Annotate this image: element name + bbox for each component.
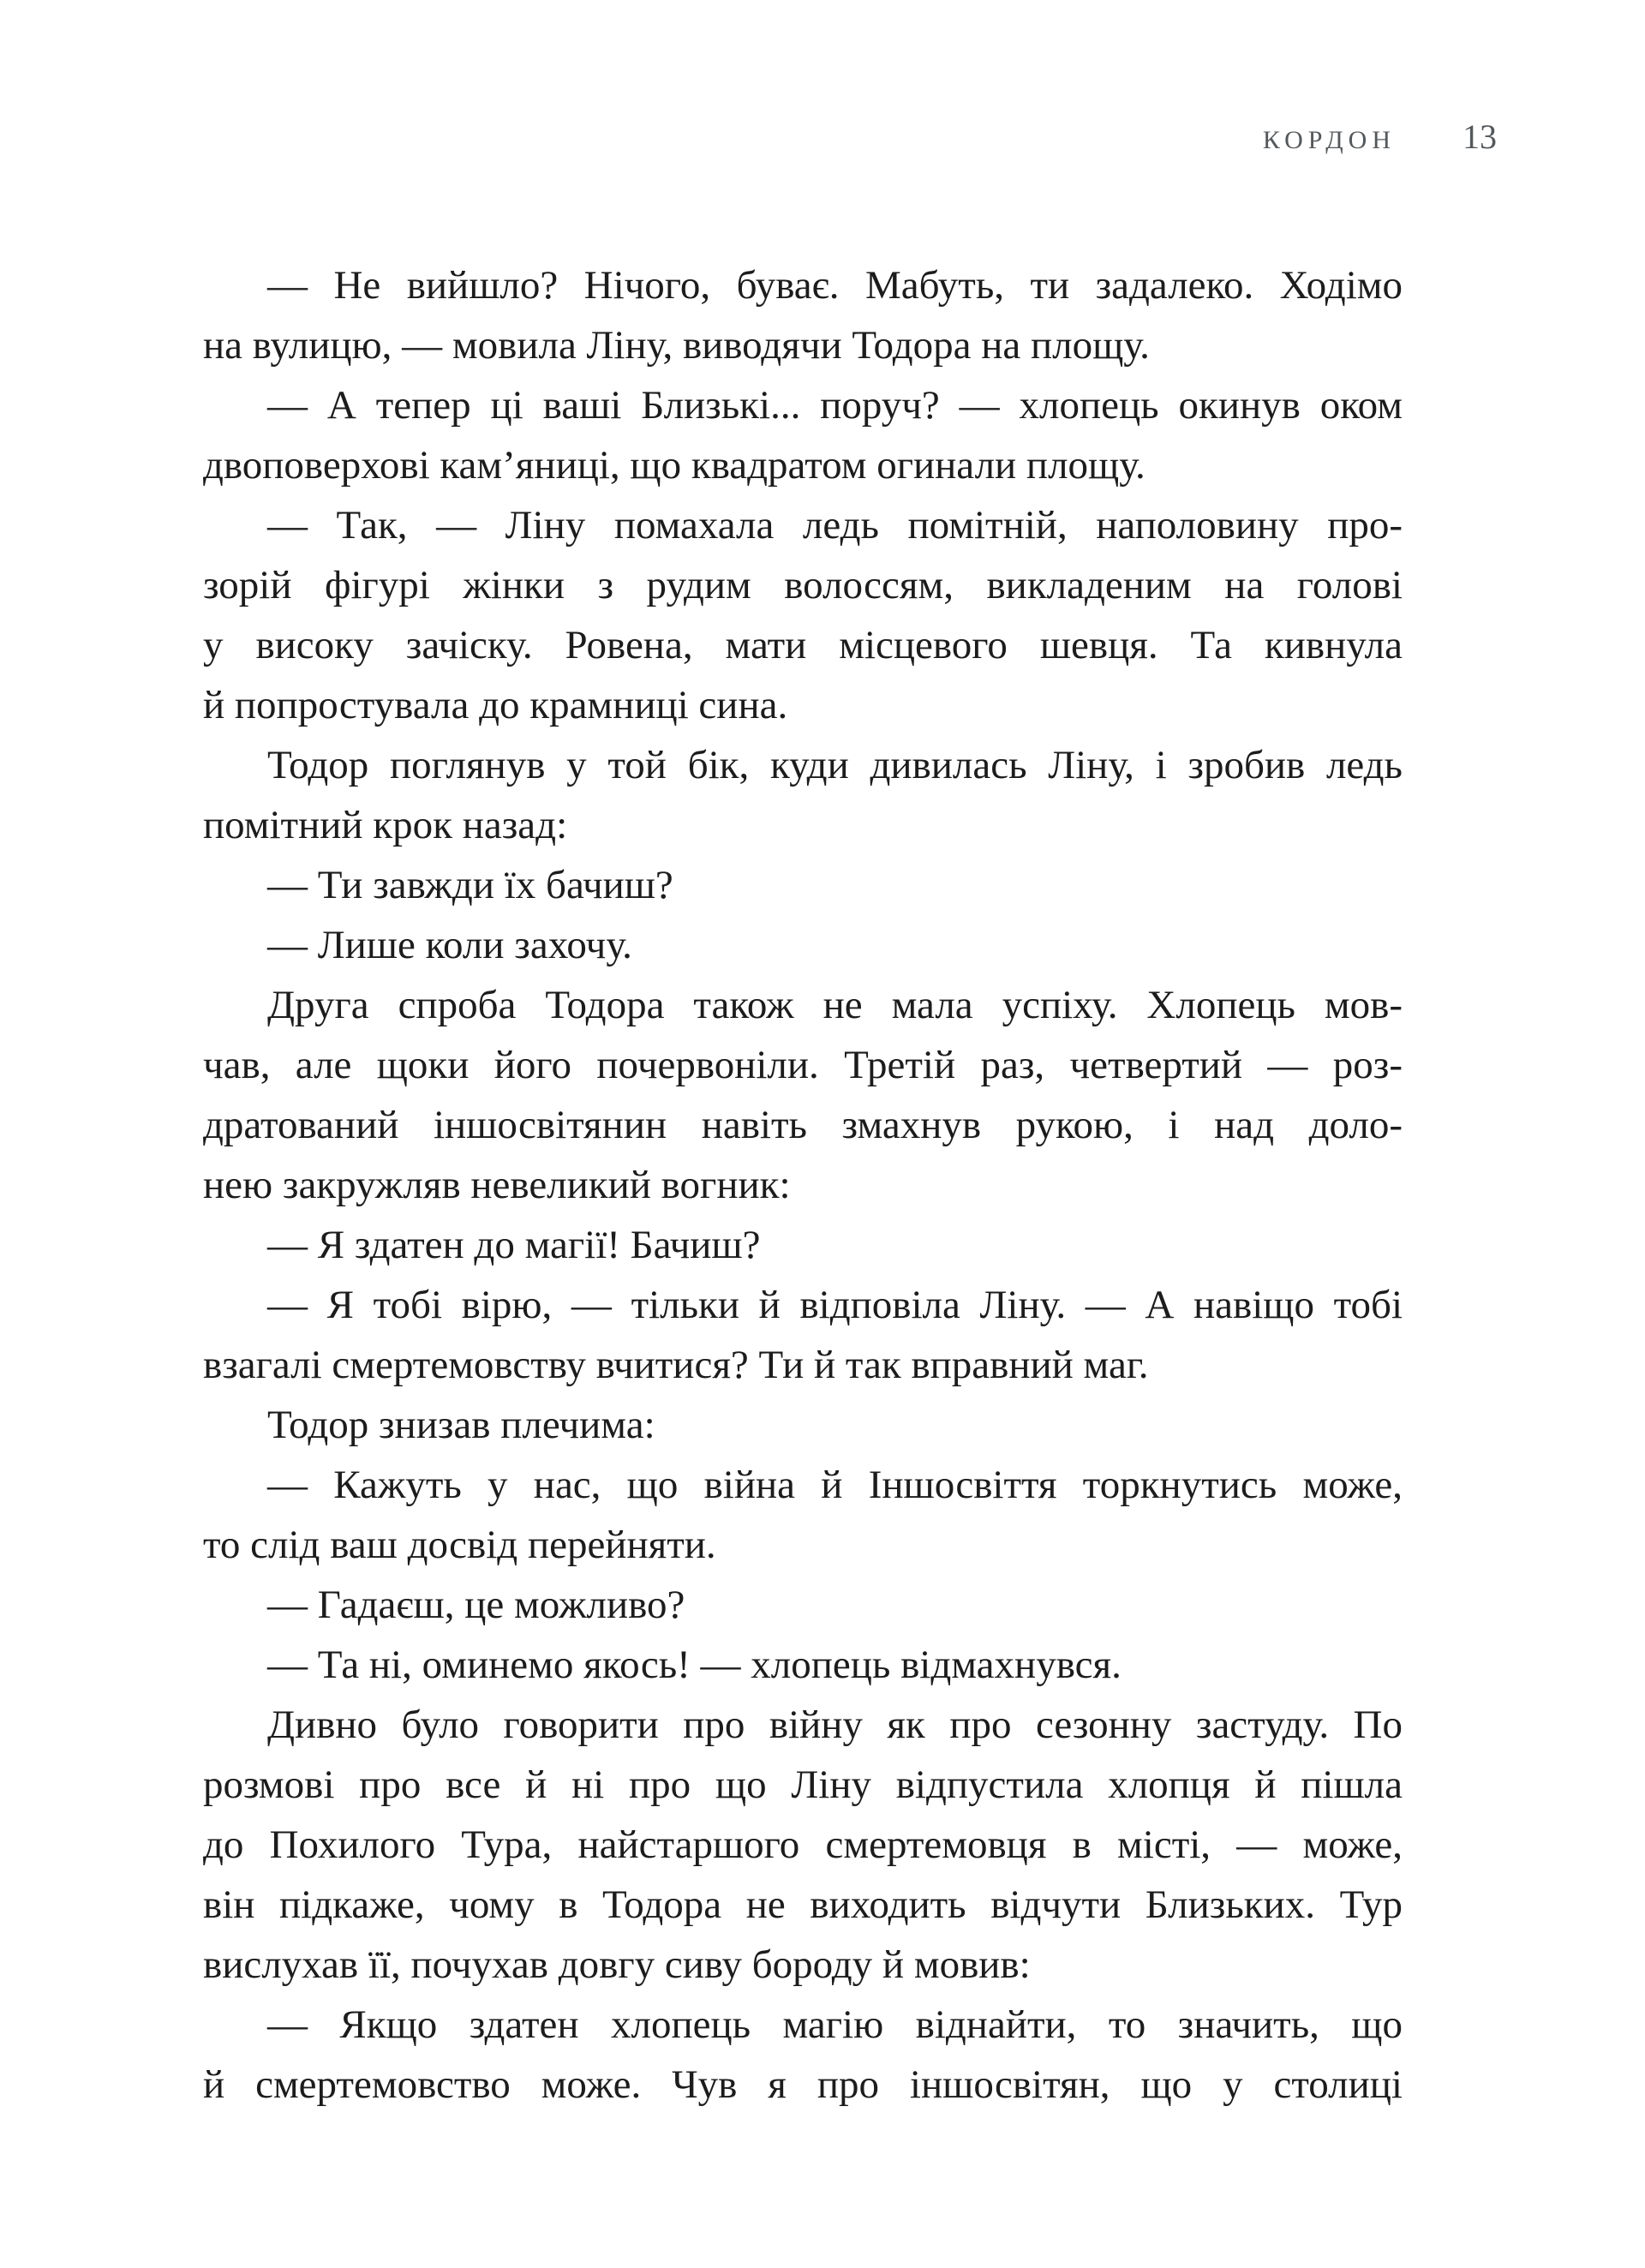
text-line: — А тепер ці ваші Близькі... поруч? — хлопець окинув оком — [267, 383, 1403, 428]
text-line: він підкаже, чому в Тодора не виходить відчути Близьких. Тур — [203, 1882, 1403, 1927]
text-line: — Гадаєш, це можливо? — [267, 1583, 685, 1627]
text-line: чав, але щоки його почервоніли. Третій раз, четвертий — роз- — [203, 1043, 1403, 1087]
text-line: — Лише коли захочу. — [267, 923, 632, 967]
text-line: Тодор поглянув у той бік, куди дивилась Ліну, і зробив ледь — [267, 743, 1403, 787]
text-line: на вулицю, — мовила Ліну, виводячи Тодора на площу. — [203, 323, 1150, 368]
text-line: й попростувала до крамниці сина. — [203, 683, 788, 727]
text-line: — Якщо здатен хлопець магію віднайти, то значить, що — [267, 2002, 1403, 2047]
text-line: Тодор знизав плечима: — [267, 1403, 655, 1447]
text-line: — Я тобі вірю, — тільки й відповіла Ліну. — А навіщо тобі — [267, 1283, 1403, 1327]
text-line: помітний крок назад: — [203, 803, 568, 847]
text-line: зорій фігурі жінки з рудим волоссям, викладеним на голові — [203, 563, 1403, 607]
text-line: дратований іншосвітянин навіть змахнув рукою, і над доло- — [203, 1103, 1403, 1147]
text-line: — Я здатен до магії! Бачиш? — [267, 1223, 761, 1267]
text-line: взагалі смертемовству вчитися? Ти й так вправний маг. — [203, 1343, 1149, 1387]
text-line: — Та ні, оминемо якось! — хлопець відмахнувся. — [267, 1643, 1122, 1687]
text-line: розмові про все й ні про що Ліну відпустила хлопця й пішла — [203, 1762, 1403, 1807]
page-text — [203, 255, 1403, 2115]
text-line: — Не вийшло? Нічого, буває. Мабуть, ти задалеко. Ходімо — [267, 263, 1403, 308]
text-line: Дивно було говорити про війну як про сезонну застуду. По — [267, 1702, 1403, 1747]
text-line: двоповерхові кам’яниці, що квадратом огинали площу. — [203, 443, 1146, 488]
text-line: до Похилого Тура, найстаршого смертемовця в місті, — може, — [203, 1822, 1403, 1867]
page-header — [1263, 117, 1497, 157]
text-line: у високу зачіску. Ровена, мати місцевого шевця. Та кивнула — [203, 623, 1403, 667]
page-number: 13 — [1463, 117, 1497, 156]
text-line: — Ти завжди їх бачиш? — [267, 863, 673, 907]
text-line: Друга спроба Тодора також не мала успіху. Хлопець мов- — [267, 983, 1403, 1027]
text-line: — Кажуть у нас, що війна й Іншосвіття торкнутись може, — [267, 1463, 1403, 1507]
text-line: — Так, — Ліну помахала ледь помітній, наполовину про- — [267, 503, 1403, 548]
running-title: КОРДОН — [1262, 126, 1396, 154]
text-line: нею закружляв невеликий вогник: — [203, 1163, 791, 1207]
text-line: й смертемовство може. Чув я про іншосвітян, що у столиці — [203, 2062, 1403, 2107]
text-line: вислухав її, почухав довгу сиву бороду й мовив: — [203, 1942, 1031, 1987]
text-line: то слід ваш досвід перейняти. — [203, 1523, 716, 1567]
